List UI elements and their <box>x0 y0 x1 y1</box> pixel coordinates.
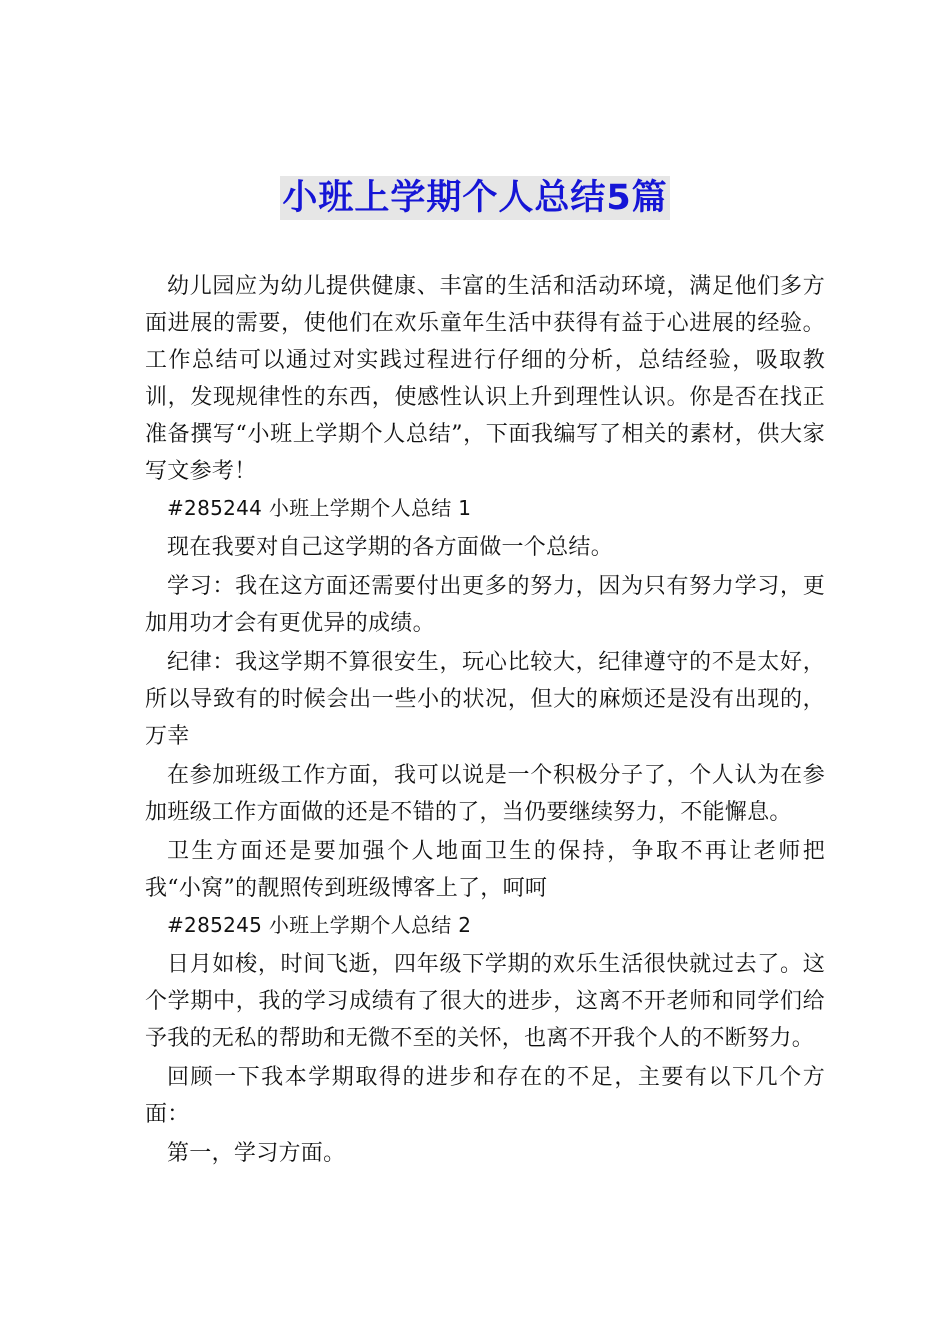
body-paragraph: 幼儿园应为幼儿提供健康、丰富的生活和活动环境，满足他们多方面进展的需要，使他们在欢乐童年生活中获得有益于心进展的经验。工作总结可以通过对实践过程进行仔细的分析，总结经验，吸取教训，发现规律性的东西，使感性认识上升到理性认识。你是否在找正准备撰写“小班上学期个人总结”，下面我编写了相关的素材，供大家写文参考！ <box>145 274 825 484</box>
body-paragraph: 日月如梭，时间飞逝，四年级下学期的欢乐生活很快就过去了。这个学期中，我的学习成绩有了很大的进步，这离不开老师和同学们给予我的无私的帮助和无微不至的关怀，也离不开我个人的不断努力。 <box>145 952 825 1051</box>
body-paragraph: 在参加班级工作方面，我可以说是一个积极分子了，个人认为在参加班级工作方面做的还是不错的了，当仍要继续努力，不能懈息。 <box>145 763 825 825</box>
section-heading: #285244 小班上学期个人总结 1 <box>167 496 472 520</box>
body-paragraph: 学习：我在这方面还需要付出更多的努力，因为只有努力学习，更加用功才会有更优异的成绩。 <box>145 574 825 636</box>
document-body <box>145 266 825 1172</box>
body-paragraph: 回顾一下我本学期取得的进步和存在的不足，主要有以下几个方面： <box>145 1065 825 1127</box>
section-heading: #285245 小班上学期个人总结 2 <box>167 913 472 937</box>
document-title: 小班上学期个人总结5篇 <box>282 178 668 218</box>
body-paragraph: 卫生方面还是要加强个人地面卫生的保持，争取不再让老师把我“小窝”的靓照传到班级博客上了，呵呵 <box>145 839 825 901</box>
title-container <box>0 176 950 220</box>
body-paragraph: 第一，学习方面。 <box>167 1141 346 1166</box>
body-paragraph: 现在我要对自己这学期的各方面做一个总结。 <box>167 535 614 560</box>
body-paragraph: 纪律：我这学期不算很安生，玩心比较大，纪律遵守的不是太好，所以导致有的时候会出一些小的状况，但大的麻烦还是没有出现的，万幸 <box>145 650 825 749</box>
